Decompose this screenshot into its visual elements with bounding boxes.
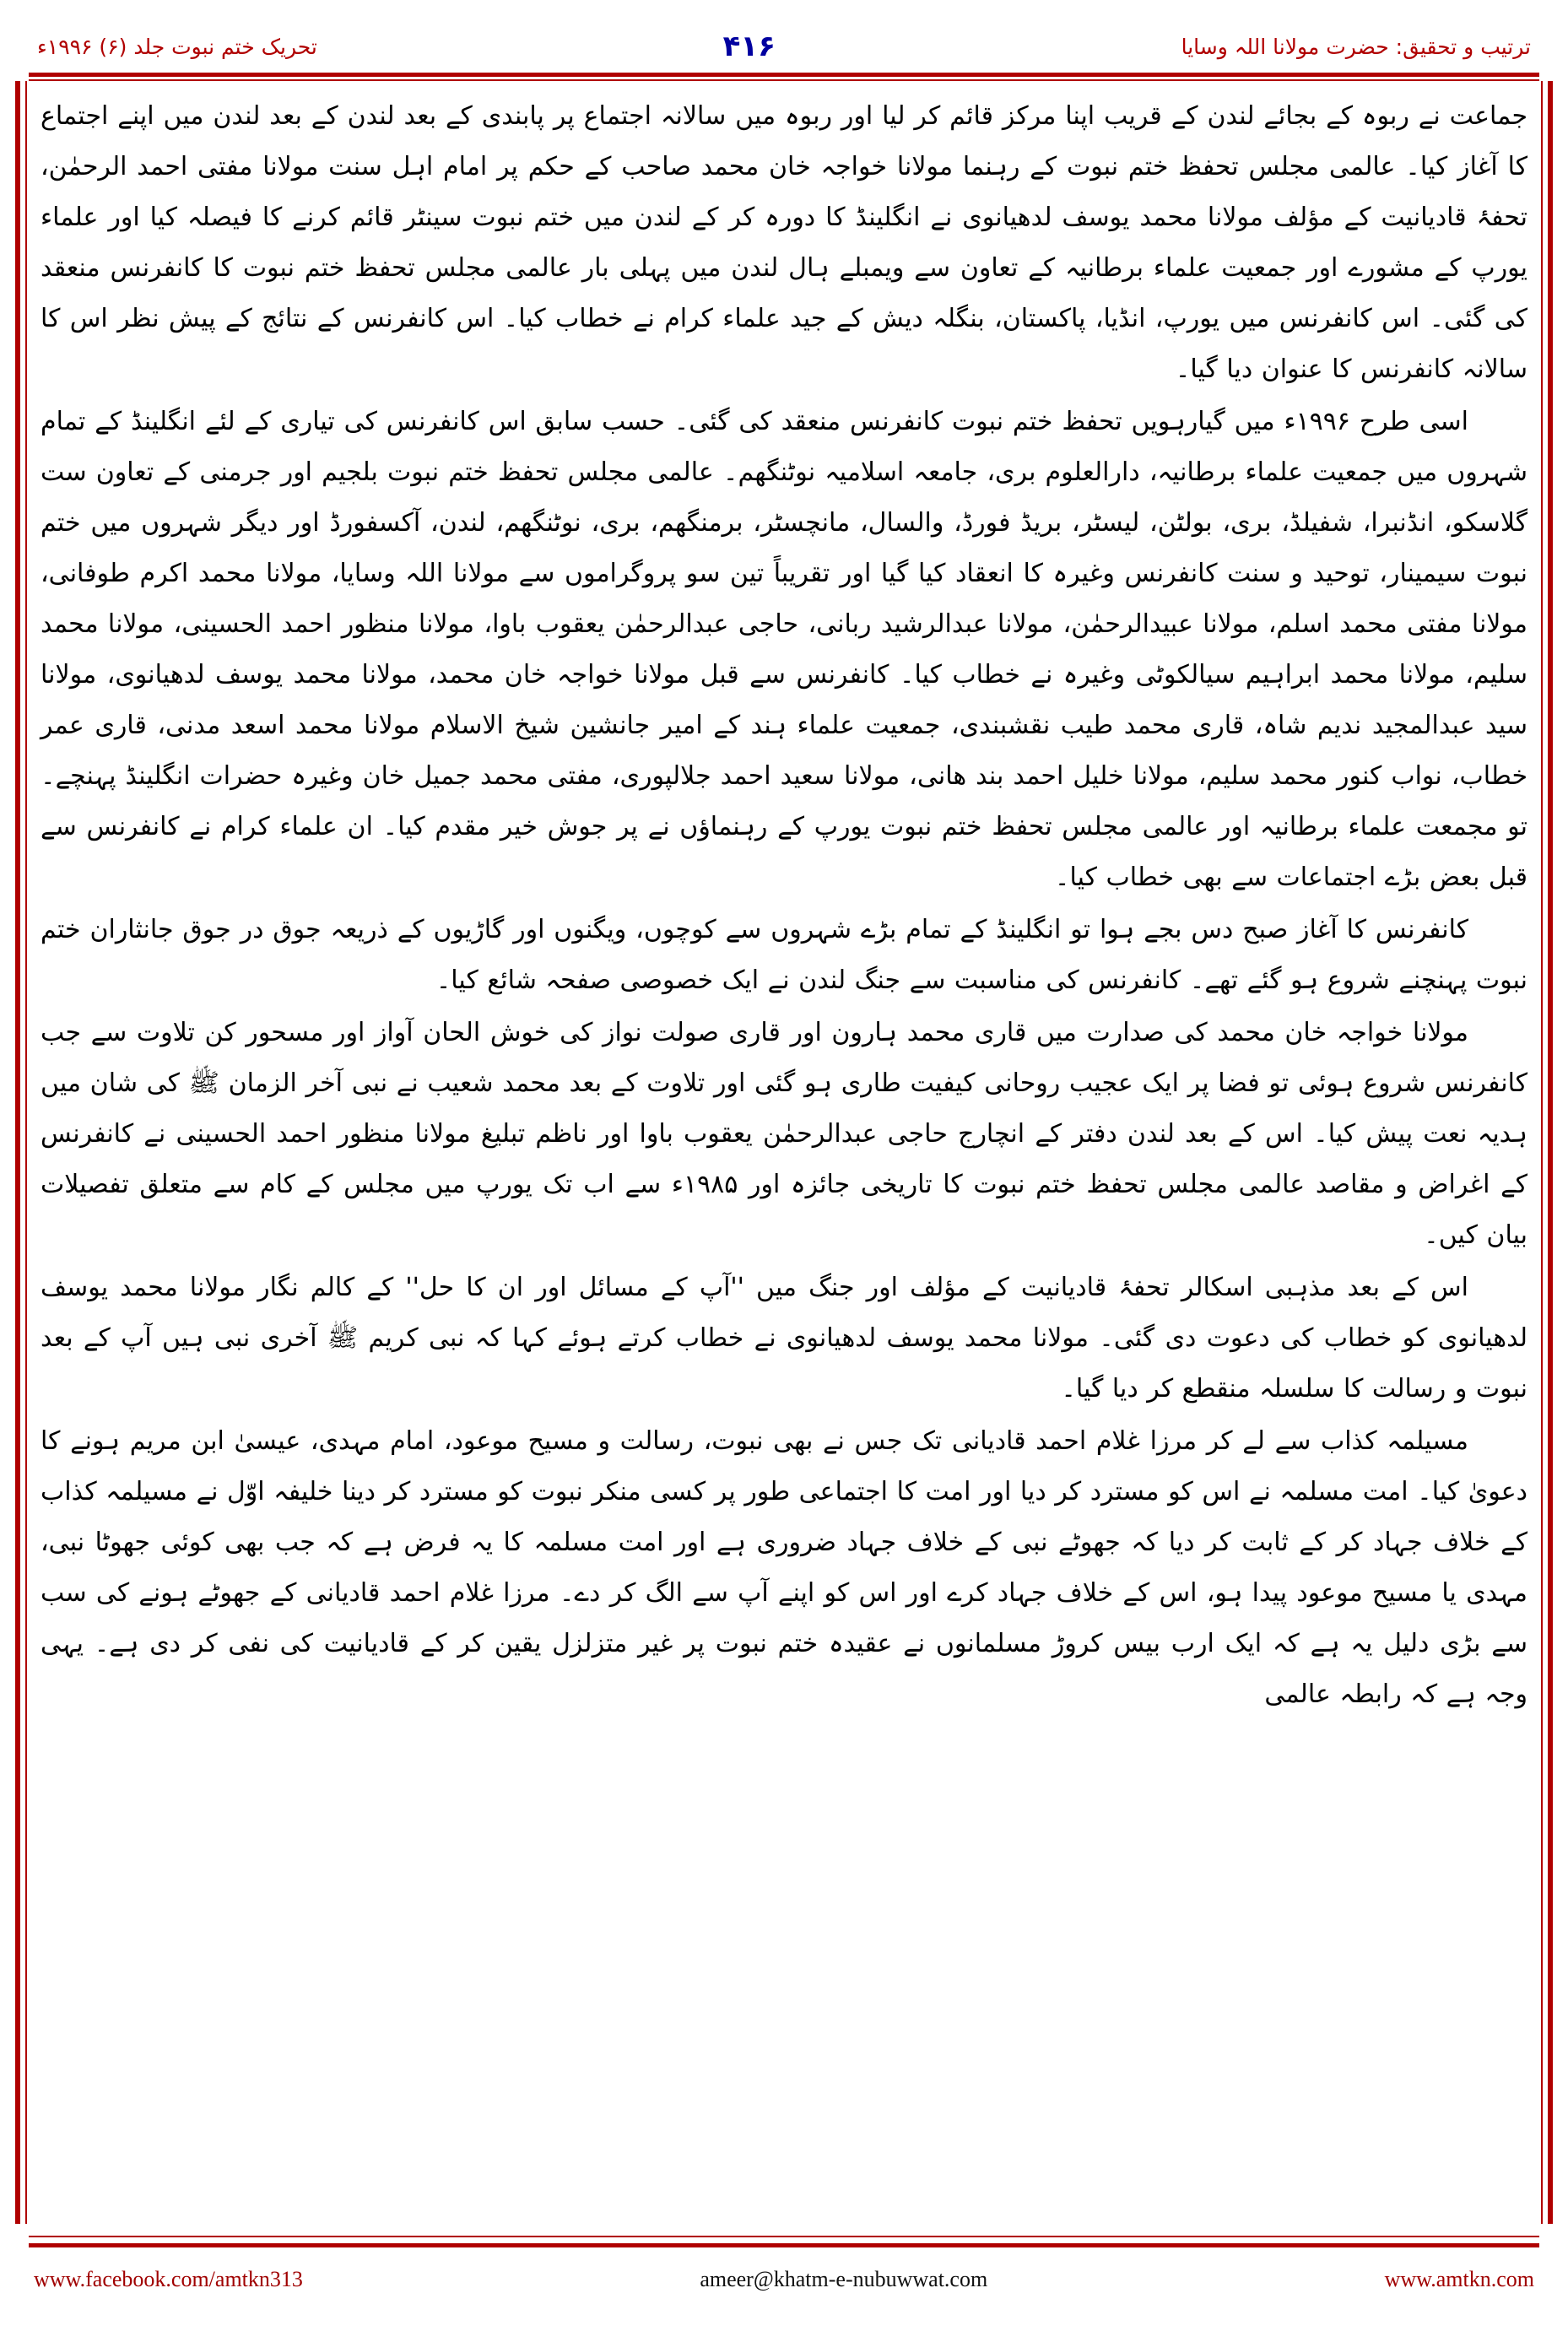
body-paragraph: اس کے بعد مذہبی اسکالر تحفۂ قادیانیت کے مؤلف اور جنگ میں ''آپ کے مسائل اور ان کا حل'' کے کالم نگار مولانا محمد یوسف لدھیانوی کو خطاب کی دعوت دی گئی۔ مولانا محمد یوسف لدھیانوی نے خطاب کرتے ہوئے کہا کہ نبی کریم ﷺ آخری نبی ہیں آپ کے بعد نبوت و رسالت کا سلسلہ منقطع کر دیا گیا۔ (41, 1273, 1527, 1404)
page-body (41, 91, 1527, 2215)
page-header (34, 22, 1534, 71)
footer-facebook-link[interactable]: www.facebook.com/amtkn313 (34, 2267, 303, 2291)
header-divider-rule (29, 73, 1539, 77)
body-paragraph: جماعت نے ربوہ کے بجائے لندن کے قریب اپنا مرکز قائم کر لیا اور ربوہ میں سالانہ اجتماع پر پابندی کے بعد لندن کے بعد لندن میں اپنے اجتماع کا آغاز کیا۔ عالمی مجلس تحفظ ختم نبوت کے رہنما مولانا خواجہ خان محمد صاحب کے حکم پر امام اہل سنت مولانا مفتی احمد الرحمٰن، تحفۂ قادیانیت کے مؤلف مولانا محمد یوسف لدھیانوی نے انگلینڈ کا دورہ کر کے لندن میں ختم نبوت سینٹر قائم کرنے کا فیصلہ کیا اور علماء یورپ کے مشورے اور جمعیت علماء برطانیہ کے تعاون سے ویمبلے ہال لندن میں پہلی بار عالمی مجلس تحفظ ختم نبوت کا کانفرنس منعقد کی گئی۔ اس کانفرنس میں یورپ، انڈیا، پاکستان، بنگلہ دیش کے جید علماء کرام نے خطاب کیا۔ اس کانفرنس کے نتائج کے پیش نظر اس کا سالانہ کانفرنس کا عنوان دیا گیا۔ (41, 101, 1527, 384)
page-number: ۴۱۶ (722, 30, 776, 63)
left-border-bar (15, 81, 20, 2224)
left-border-thin-bar (25, 81, 27, 2224)
right-border-bar (1548, 81, 1553, 2224)
body-paragraph: مولانا خواجہ خان محمد کی صدارت میں قاری محمد ہارون اور قاری صولت نواز کی خوش الحان آواز اور مسحور کن تلاوت سے جب کانفرنس شروع ہوئی تو فضا پر ایک عجیب روحانی کیفیت طاری ہو گئی اور تلاوت کے بعد محمد شعیب نے نبی آخر الزمان ﷺ کی شان میں ہدیہ نعت پیش کیا۔ اس کے بعد لندن دفتر کے انچارج حاجی عبدالرحمٰن یعقوب باوا اور ناظم تبلیغ مولانا منظور احمد الحسینی نے کانفرنس کے اغراض و مقاصد عالمی مجلس تحفظ ختم نبوت کا تاریخی جائزہ اور ۱۹۸۵ء سے اب تک یورپ میں مجلس کے کام سے متعلق تفصیلات بیان کیں۔ (41, 1018, 1528, 1250)
footer-divider-rule (29, 2243, 1539, 2247)
footer-website-link[interactable]: www.amtkn.com (1384, 2267, 1534, 2291)
body-paragraph: اسی طرح ۱۹۹۶ء میں گیارہویں تحفظ ختم نبوت کانفرنس منعقد کی گئی۔ حسب سابق اس کانفرنس کی تیاری کے لئے انگلینڈ کے تمام شہروں میں جمعیت علماء برطانیہ، دارالعلوم بری، جامعہ اسلامیہ نوٹنگھم۔ عالمی مجلس تحفظ ختم نبوت بلجیم اور جرمنی کے تعاون ست گلاسکو، انڈنبرا، شفیلڈ، بری، بولٹن، لیسٹر، بریڈ فورڈ، والسال، مانچسٹر، برمنگھم، بری، نوٹنگھم، لندن، آکسفورڈ اور دیگر شہروں میں ختم نبوت سیمینار، توحید و سنت کانفرنس وغیرہ کا انعقاد کیا گیا اور تقریباً تین سو پروگراموں سے مولانا اللہ وسایا، مولانا محمد اکرم طوفانی، مولانا مفتی محمد اسلم، مولانا عبیدالرحمٰن، مولانا عبدالرشید ربانی، حاجی عبدالرحمٰن یعقوب باوا، مولانا منظور احمد الحسینی، مولانا محمد سلیم، مولانا محمد ابراہیم سیالکوٹی وغیرہ نے خطاب کیا۔ کانفرنس سے قبل مولانا خواجہ خان محمد، مولانا محمد یوسف لدھیانوی، مولانا سید عبدالمجید ندیم شاہ، قاری محمد طیب نقشبندی، جمعیت علماء ہند کے امیر جانشین شیخ الاسلام مولانا محمد اسعد مدنی، قاری عمر خطاب، نواب کنور محمد سلیم، مولانا خلیل احمد بند ھانی، مولانا سعید احمد جلالپوری، مفتی محمد جمیل خان وغیرہ حضرات انگلینڈ پہنچے۔ تو مجمعت علماء برطانیہ اور عالمی مجلس تحفظ ختم نبوت یورپ کے رہنماؤں نے پر جوش خیر مقدم کیا۔ ان علماء کرام نے کانفرنس سے قبل بعض بڑے اجتماعات سے بھی خطاب کیا۔ (41, 407, 1527, 892)
header-editor-credit: ترتیب و تحقیق: حضرت مولانا اللہ وسایا (1181, 34, 1531, 59)
right-border-thin-bar (1541, 81, 1543, 2224)
body-paragraph: مسیلمہ کذاب سے لے کر مرزا غلام احمد قادیانی تک جس نے بھی نبوت، رسالت و مسیح موعود، امام مہدی، عیسیٰ ابن مریم ہونے کا دعویٰ کیا۔ امت مسلمہ نے اس کو مسترد کر دیا اور امت کا اجتماعی طور پر کسی منکر نبوت کو مسترد کر دینا خلیفہ اوّل نے مسیلمہ کذاب کے خلاف جہاد کر کے ثابت کر دیا کہ جھوٹے نبی کے خلاف جہاد ضروری ہے اور امت مسلمہ کا یہ فرض ہے کہ جب بھی کوئی جھوٹا نبی، مہدی یا مسیح موعود پیدا ہو، اس کے خلاف جہاد کرے اور اس کو اپنے آپ سے الگ کر دے۔ مرزا غلام احمد قادیانی کے جھوٹے ہونے کی سب سے بڑی دلیل یہ ہے کہ ایک ارب بیس کروڑ مسلمانوں نے عقیدہ ختم نبوت پر غیر متزلزل یقین کر کے قادیانیت کی نفی کر دی ہے۔ یہی وجہ ہے کہ رابطہ عالمی (41, 1426, 1527, 1709)
body-paragraph: کانفرنس کا آغاز صبح دس بجے ہوا تو انگلینڈ کے تمام بڑے شہروں سے کوچوں، ویگنوں اور گاڑیوں کے ذریعہ جوق در جوق جانثاران ختم نبوت پہنچنے شروع ہو گئے تھے۔ کانفرنس کی مناسبت سے جنگ لندن نے ایک خصوصی صفحہ شائع کیا۔ (41, 915, 1527, 995)
page-footer (34, 2258, 1534, 2301)
footer-email-link[interactable]: ameer@khatm-e-nubuwwat.com (700, 2267, 988, 2291)
header-book-title: تحریک ختم نبوت جلد (۶) ۱۹۹۶ء (37, 34, 317, 59)
